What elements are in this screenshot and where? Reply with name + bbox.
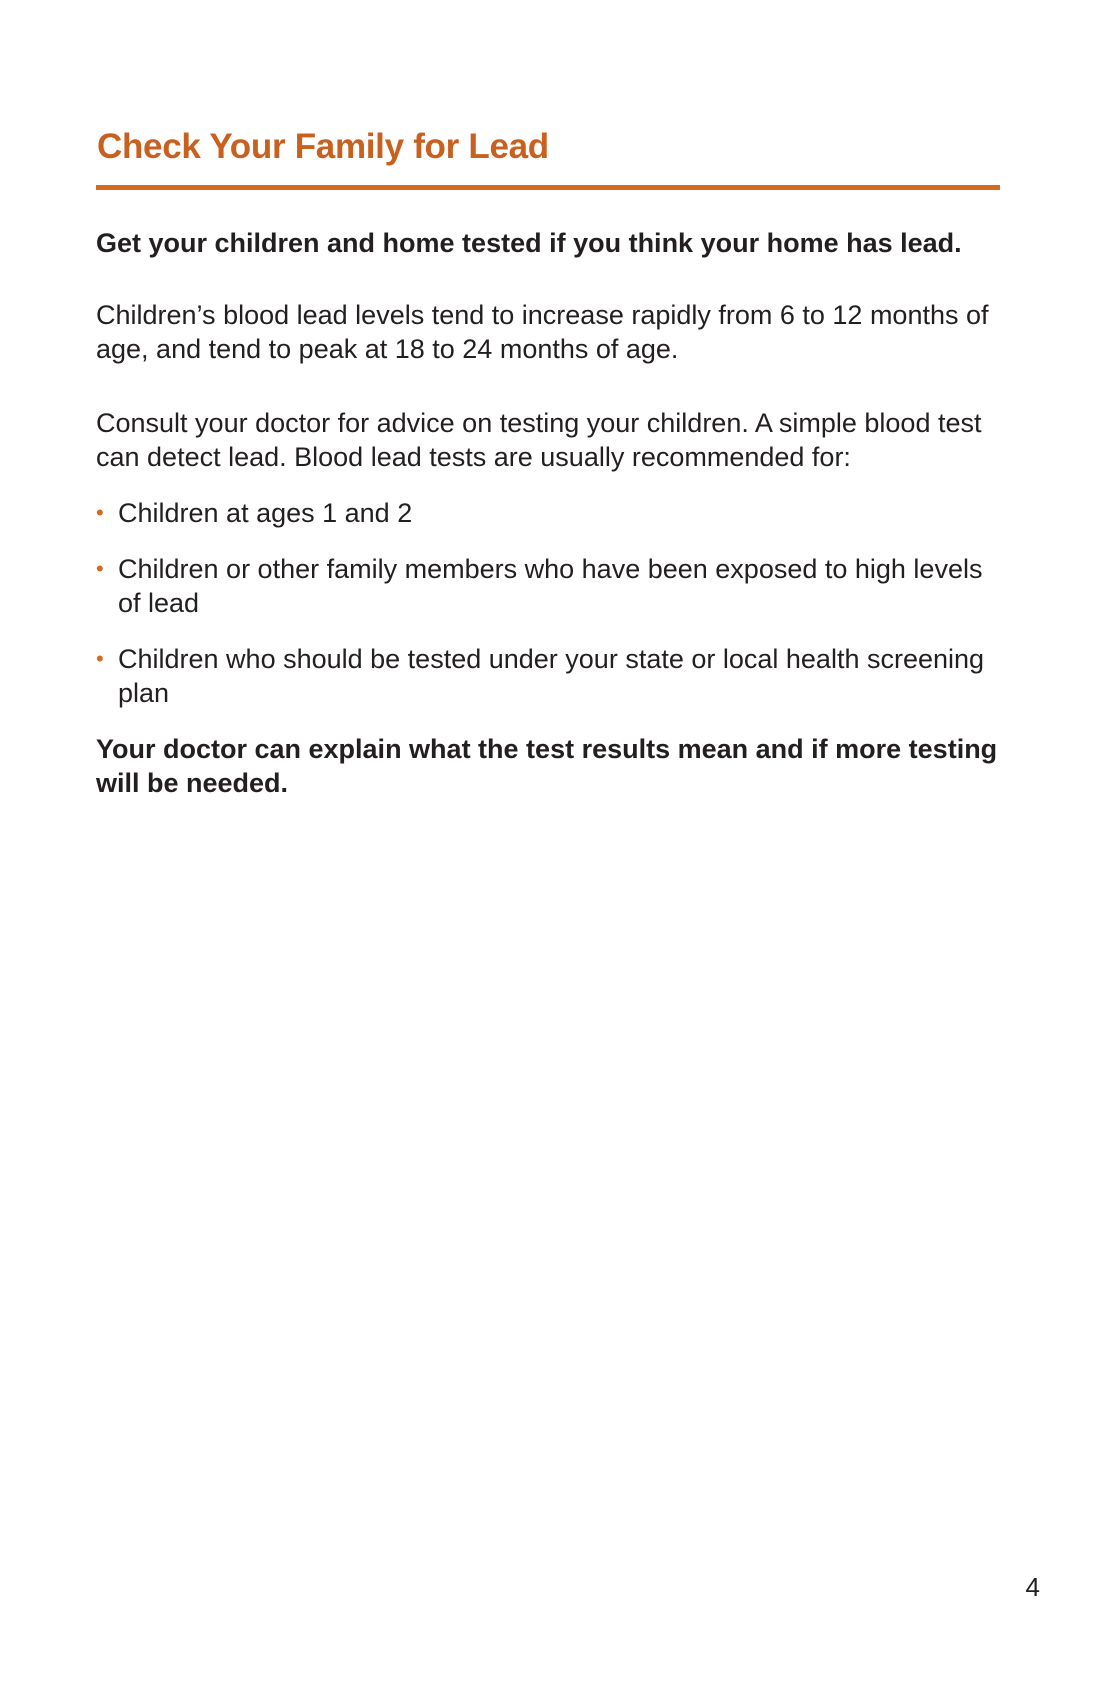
paragraph-consult-doctor: Consult your doctor for advice on testing your children. A simple blood test can detect lead. Blood lead tests are usually recommended for: xyxy=(96,408,982,472)
page-content xyxy=(96,226,1006,800)
bullet-icon: • xyxy=(96,556,104,581)
bullet-icon: • xyxy=(96,646,104,671)
list-item-text: Children or other family members who have been exposed to high levels of lead xyxy=(118,554,983,618)
intro-bold-statement: Get your children and home tested if you think your home has lead. xyxy=(96,228,962,258)
closing-bold-statement: Your doctor can explain what the test results mean and if more testing will be needed. xyxy=(96,734,998,798)
list-item xyxy=(96,642,1006,710)
list-item xyxy=(96,552,1006,620)
bullet-icon: • xyxy=(96,500,104,525)
list-item-text: Children who should be tested under your state or local health screening plan xyxy=(118,644,985,708)
page-number: 4 xyxy=(1025,1572,1040,1602)
list-item xyxy=(96,496,1006,530)
testing-recommendation-list xyxy=(96,496,1006,710)
list-item-text: Children at ages 1 and 2 xyxy=(118,498,413,528)
page-title: Check Your Family for Lead xyxy=(97,127,549,166)
paragraph-blood-lead-levels: Children’s blood lead levels tend to increase rapidly from 6 to 12 months of age, and tend to peak at 18 to 24 months of age. xyxy=(96,300,989,364)
title-underline-rule xyxy=(96,185,1000,190)
